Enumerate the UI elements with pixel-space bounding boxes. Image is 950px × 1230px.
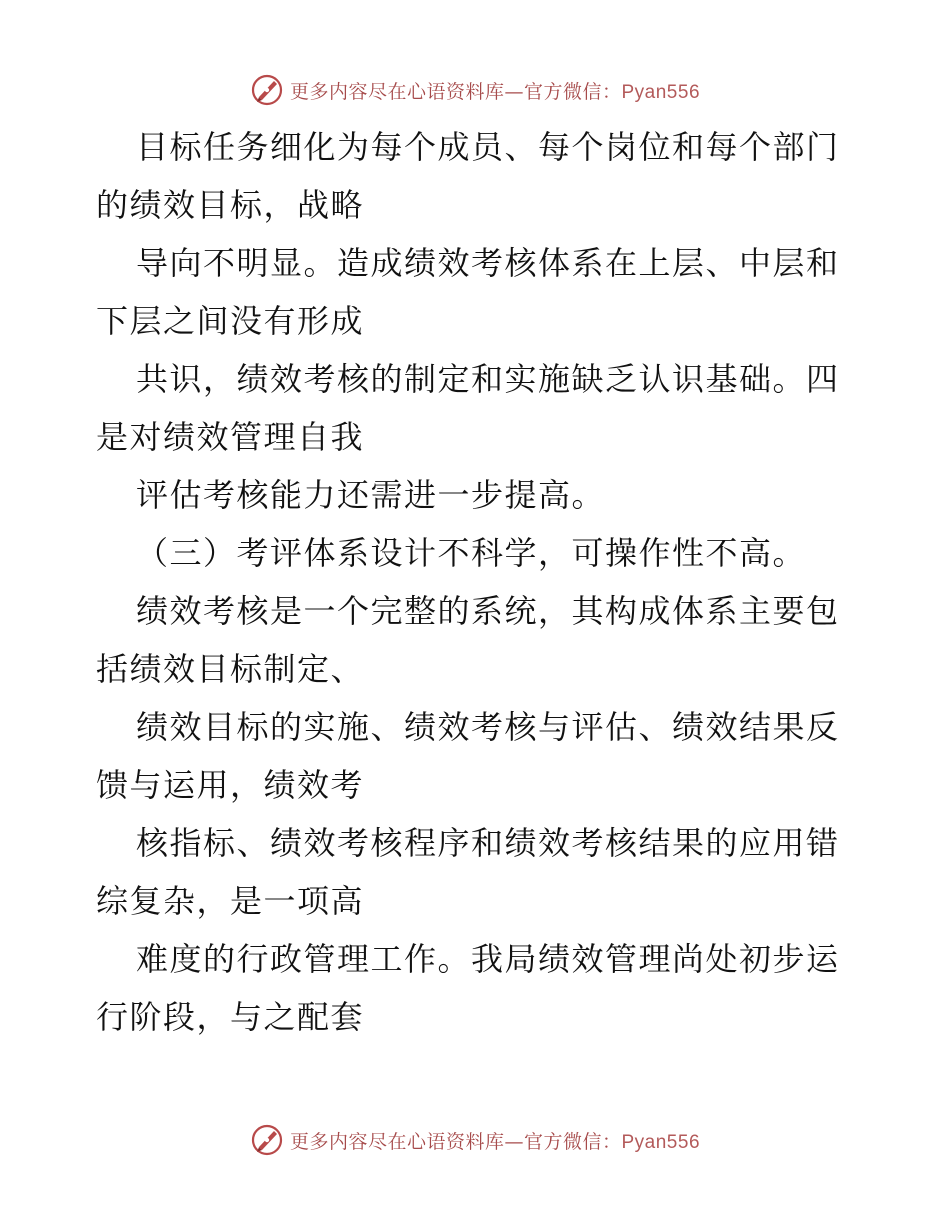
banner-site-text: 更多内容尽在心语资料库 [289, 80, 505, 103]
text-line: 评估考核能力还需进一步提高。 [136, 476, 606, 514]
quill-pen-icon [250, 1123, 284, 1157]
section-heading: （三）考评体系设计不科学，可操作性不高。 [136, 534, 807, 572]
banner-wechat-label: 官方微信： [523, 1130, 622, 1153]
banner-text [290, 77, 700, 104]
text-line: 行阶段，与之配套 [96, 998, 365, 1036]
text-line: 难度的行政管理工作。我局绩效管理尚处初步运 [136, 940, 840, 978]
banner-text [290, 1127, 700, 1154]
banner-wechat-id: Pyan556 [621, 81, 701, 103]
text-line: 下层之间没有形成 [96, 302, 365, 340]
banner-wechat-label: 官方微信： [523, 80, 622, 103]
document-body [96, 118, 856, 1046]
text-line: 核指标、绩效考核程序和绩效考核结果的应用错 [136, 824, 840, 862]
footer-banner-inner [250, 1123, 700, 1157]
header-banner [0, 70, 950, 110]
text-line: 的绩效目标，战略 [96, 186, 365, 224]
footer-banner [0, 1120, 950, 1160]
text-line: 共识，绩效考核的制定和实施缺乏认识基础。四 [136, 360, 840, 398]
banner-separator: — [504, 80, 524, 103]
text-line: 综复杂，是一项高 [96, 882, 365, 920]
quill-pen-icon [250, 73, 284, 107]
text-line: 绩效目标的实施、绩效考核与评估、绩效结果反 [136, 708, 840, 746]
text-line: 绩效考核是一个完整的系统，其构成体系主要包 [136, 592, 840, 630]
banner-wechat-id: Pyan556 [621, 1131, 701, 1153]
banner-site-text: 更多内容尽在心语资料库 [289, 1130, 505, 1153]
text-line: 是对绩效管理自我 [96, 418, 365, 456]
header-banner-inner [250, 73, 700, 107]
banner-separator: — [504, 1130, 524, 1153]
text-line: 导向不明显。造成绩效考核体系在上层、中层和 [136, 244, 840, 282]
text-line: 馈与运用，绩效考 [96, 766, 365, 804]
text-line: 目标任务细化为每个成员、每个岗位和每个部门 [136, 128, 840, 166]
text-line: 括绩效目标制定、 [96, 650, 365, 688]
